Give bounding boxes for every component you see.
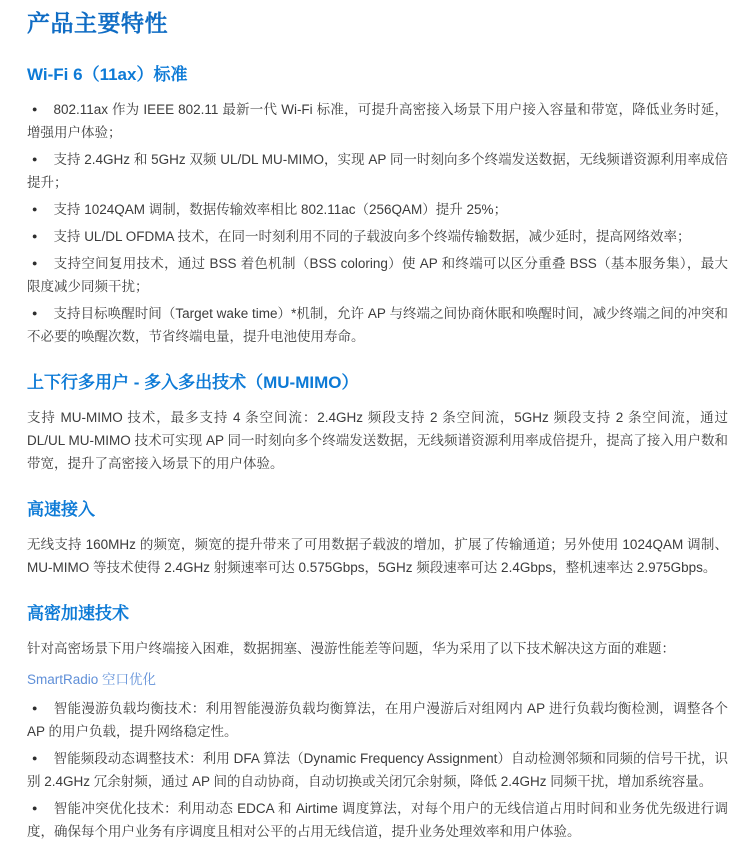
bullet-item: [27, 148, 728, 194]
section-heading-high-density: 高密加速技术: [27, 604, 129, 623]
bullet-item: [27, 198, 728, 221]
smartradio-link[interactable]: SmartRadio 空口优化: [27, 672, 157, 687]
section-high-speed-access: [27, 499, 728, 579]
bullet-item: [27, 697, 728, 743]
bullet-icon: ●: [32, 308, 38, 318]
page-title: 产品主要特性: [27, 10, 168, 36]
section-paragraph: 针对高密场景下用户终端接入困难，数据拥塞、漫游性能差等问题，华为采用了以下技术解决这方面的难题：: [27, 641, 675, 656]
bullet-icon: ●: [32, 104, 38, 114]
bullet-item: [27, 98, 728, 144]
bullet-text: 支持 1024QAM 调制，数据传输效率相比 802.11ac（256QAM）提升 25%；: [53, 202, 508, 217]
bullet-icon: ●: [32, 703, 38, 713]
bullet-text: 支持目标唤醒时间（Target wake time）*机制，允许 AP 与终端之间协商休眠和唤醒时间，减少终端之间的冲突和不必要的唤醒次数，节省终端电量，提升电池使用寿命。: [27, 306, 728, 344]
bullet-text: 支持 2.4GHz 和 5GHz 双频 UL/DL MU-MIMO，实现 AP 同一时刻向多个终端发送数据，无线频谱资源利用率成倍提升；: [27, 152, 728, 190]
section-heading-wifi6: Wi-Fi 6（11ax）标准: [27, 65, 188, 84]
section-mu-mimo: [27, 372, 728, 475]
bullet-icon: ●: [32, 258, 38, 268]
bullet-icon: ●: [32, 204, 38, 214]
bullet-text: 802.11ax 作为 IEEE 802.11 最新一代 Wi-Fi 标准，可提升高密接入场景下用户接入容量和带宽，降低业务时延，增强用户体验；: [27, 102, 728, 140]
section-paragraph: 无线支持 160MHz 的频宽，频宽的提升带来了可用数据子载波的增加，扩展了传输通道；另外使用 1024QAM 调制、MU-MIMO 等技术使得 2.4GHz 射频速率可达 0.575Gbps，5GHz 频段速率可达 2.4Gbps，整机速率达 2.975Gbps。: [27, 537, 728, 575]
section-wifi6-standard: [27, 64, 728, 348]
bullet-icon: ●: [32, 803, 38, 813]
section-paragraph: 支持 MU-MIMO 技术，最多支持 4 条空间流：2.4GHz 频段支持 2 条空间流，5GHz 频段支持 2 条空间流，通过 DL/UL MU-MIMO 技术可实现 AP 同一时刻向多个终端发送数据，无线频谱资源利用率成倍提升，提高了接入用户数和带宽，提升了高密接入场景下的用户体验。: [27, 410, 728, 471]
bullet-text: 智能冲突优化技术：利用动态 EDCA 和 Airtime 调度算法，对每个用户的无线信道占用时间和业务优先级进行调度，确保每个用户业务有序调度且相对公平的占用无线信道，提升业务处理效率和用户体验。: [27, 801, 728, 839]
bullet-item: [27, 747, 728, 793]
bullet-item: [27, 302, 728, 348]
bullet-item: [27, 225, 728, 248]
bullet-text: 智能频段动态调整技术：利用 DFA 算法（Dynamic Frequency Assignment）自动检测邻频和同频的信号干扰，识别 2.4GHz 冗余射频，通过 AP 间的自动协商，自动切换或关闭冗余射频，降低 2.4GHz 同频干扰，增加系统容量。: [27, 751, 728, 789]
bullet-item: [27, 252, 728, 298]
bullet-text: 智能漫游负载均衡技术：利用智能漫游负载均衡算法，在用户漫游后对组网内 AP 进行负载均衡检测，调整各个 AP 的用户负载，提升网络稳定性。: [27, 701, 728, 739]
bullet-icon: ●: [32, 753, 38, 763]
bullet-icon: ●: [32, 231, 38, 241]
bullet-icon: ●: [32, 154, 38, 164]
bullet-text: 支持 UL/DL OFDMA 技术，在同一时刻利用不同的子载波向多个终端传输数据，减少延时，提高网络效率；: [53, 229, 691, 244]
bullet-item: [27, 797, 728, 843]
section-heading-high-speed: 高速接入: [27, 500, 95, 519]
section-high-density-acceleration: [27, 603, 728, 843]
bullet-text: 支持空间复用技术，通过 BSS 着色机制（BSS coloring）使 AP 和终端可以区分重叠 BSS（基本服务集），最大限度减少同频干扰；: [27, 256, 728, 294]
section-heading-mu-mimo: 上下行多用户 - 多入多出技术（MU-MIMO）: [27, 373, 359, 392]
